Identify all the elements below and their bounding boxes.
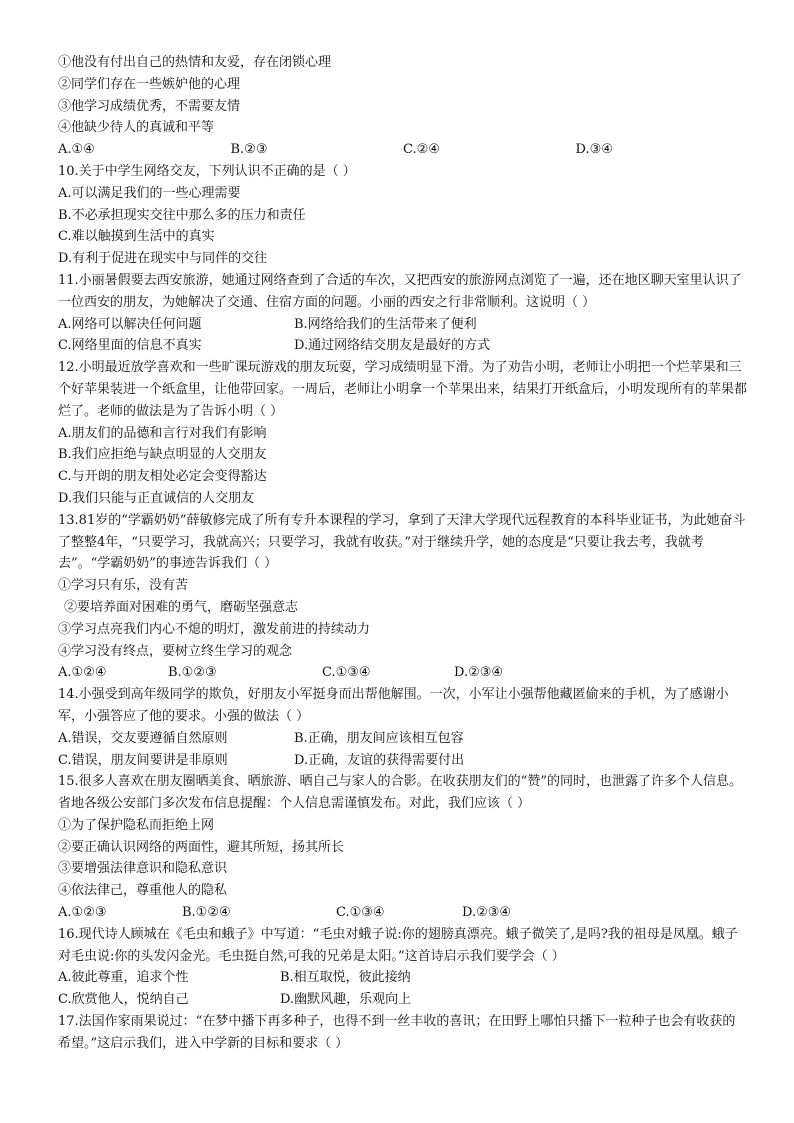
q15-option-b: B.①②④	[182, 905, 231, 921]
q16-options-row-1	[58, 967, 748, 989]
q13-options	[58, 662, 748, 684]
q11-option-b: B.网络给我们的生活带来了便利	[294, 316, 477, 332]
q10-option-d: D.有利于促进在现实中与同伴的交往	[58, 251, 268, 267]
q14-option-d: D.正确，友谊的获得需要付出	[294, 752, 465, 768]
q15-statement-3: ③要增强法律意识和隐私意识	[58, 861, 228, 877]
q9-options	[58, 139, 748, 161]
q15-options	[58, 902, 748, 924]
q16-stem: 16.现代诗人顾城在《毛虫和蛾子》中写道：“毛虫对蛾子说:你的翅膀真漂亮。蛾子微笑了,是吗?我的祖母是凤凰。蛾子对毛虫说:你的头发闪金光。毛虫挺自然,可我的兄弟是太阳。”这首诗启示我们要学会（ ）	[58, 926, 738, 964]
q16-option-b: B.相互取悦，彼此接纳	[280, 970, 411, 986]
q9-option-c: C.②④	[403, 142, 440, 158]
q14-option-c: C.错误，朋友间要讲是非原则	[58, 752, 228, 768]
q12-option-b: B.我们应拒绝与缺点明显的人交朋友	[58, 447, 267, 463]
q13-option-c: C.①③④	[322, 665, 371, 681]
q14-option-a: A.错误，交友要遵循自然原则	[58, 730, 228, 746]
q11-option-c: C.网络里面的信息不真实	[58, 338, 202, 354]
q9-statement-1: ①他没有付出自己的热情和友爱，存在闭锁心理	[58, 55, 332, 70]
exam-page	[58, 52, 748, 1055]
q13-statement-2: ②要培养面对困难的勇气，磨砺坚强意志	[64, 599, 299, 615]
q9-option-a: A.①④	[58, 142, 95, 158]
q15-option-a: A.①②③	[58, 905, 107, 921]
q14-option-b: B.正确，朋友间应该相互包容	[294, 730, 464, 746]
q9-statement-3: ③他学习成绩优秀，不需要友情	[58, 98, 241, 114]
q13-statement-1: ①学习只有乐，没有苦	[58, 578, 189, 594]
q11-option-a: A.网络可以解决任何问题	[58, 316, 202, 332]
q13-stem: 13.81岁的“学霸奶奶”薛敏修完成了所有专升本课程的学习，拿到了天津大学现代远程教育的本科毕业证书，为此她奋斗了整整4年，“只要学习，我就高兴；只要学习，我就有收获。”对于继续升学，她的态度是“只要让我去考，我就考去”。“学霸奶奶”的事迹告诉我们（ ）	[58, 512, 746, 572]
q11-option-d: D.通过网络结交朋友是最好的方式	[294, 338, 491, 354]
q15-statement-1: ①为了保护隐私而拒绝上网	[58, 817, 215, 833]
q10-option-c: C.难以触摸到生活中的真实	[58, 229, 215, 245]
q9-statement-2: ②同学们存在一些嫉妒他的心理	[58, 76, 241, 92]
q13-option-b: B.①②③	[168, 665, 217, 681]
q15-option-d: D.②③④	[462, 905, 512, 921]
q12-option-a: A.朋友们的品德和言行对我们有影响	[58, 425, 267, 441]
q9-option-b: B.②③	[230, 142, 268, 158]
q11-stem: 11.小丽暑假要去西安旅游，她通过网络查到了合适的车次，又把西安的旅游网点浏览了一遍，还在地区聊天室里认识了一位西安的朋友，为她解决了交通、住宿方面的问题。小丽的西安之行非常顺利。这说明（ ）	[58, 272, 742, 310]
q16-option-a: A.彼此尊重，追求个性	[58, 970, 189, 986]
q13-statement-3: ③学习点亮我们内心不熄的明灯，激发前进的持续动力	[58, 621, 371, 637]
q10-stem: 10.关于中学生网络交友，下列认识不正确的是（ ）	[58, 163, 356, 179]
q16-option-d: D.幽默风趣，乐观向上	[280, 992, 412, 1008]
q12-stem: 12.小明最近放学喜欢和一些旷课玩游戏的朋友玩耍，学习成绩明显下滑。为了劝告小明，老师让小明把一个烂苹果和三个好苹果装进一个纸盒里，让他带回家。一周后，老师让小明拿一个苹果出来，结果打开纸盒后，小明发现所有的苹果都烂了。老师的做法是为了告诉小明（ ）	[58, 360, 748, 419]
q14-options-row-1	[58, 728, 748, 750]
q14-options-row-2	[58, 750, 748, 772]
q10-option-a: A.可以满足我们的一些心理需要	[58, 185, 241, 201]
q9-option-d: D.③④	[575, 142, 613, 158]
q14-stem: 14.小强受到高年级同学的欺负，好朋友小军挺身而出帮他解围。一次，小军让小强帮他藏匿偷来的手机，为了感谢小军，小强答应了他的要求。小强的做法（ ）	[58, 687, 729, 724]
q10-option-b: B.不必承担现实交往中那么多的压力和责任	[58, 207, 306, 223]
q15-stem: 15.很多人喜欢在朋友圈晒美食、晒旅游、晒自己与家人的合影。在收获朋友们的“赞”的同时，也泄露了许多个人信息。省地各级公安部门多次发布信息提醒：个人信息需谨慎发布。对此，我们应该（ ）	[58, 774, 742, 812]
q15-statement-2: ②要正确认识网络的两面性，避其所短，扬其所长	[58, 839, 345, 855]
q11-options-row-1	[58, 314, 748, 336]
q11-options-row-2	[58, 335, 748, 357]
q9-statement-4: ④他缺少待人的真诚和平等	[58, 120, 215, 136]
q16-option-c: C.欣赏他人，悦纳自己	[58, 992, 189, 1008]
q13-option-d: D.②③④	[454, 665, 504, 681]
q13-option-a: A.①②④	[58, 665, 107, 681]
q16-options-row-2	[58, 989, 748, 1011]
q17-stem: 17.法国作家雨果说过：“在梦中播下再多种子，也得不到一丝丰收的喜讯；在田野上哪怕只播下一粒种子也会有收获的希望。”这启示我们，进入中学新的目标和要求（ ）	[58, 1014, 736, 1051]
q15-option-c: C.①③④	[336, 905, 385, 921]
q13-statement-4: ④学习没有终点，要树立终生学习的观念	[58, 643, 293, 659]
q15-statement-4: ④依法律己，尊重他人的隐私	[58, 883, 228, 899]
q12-option-d: D.我们只能与正直诚信的人交朋友	[58, 490, 255, 506]
q12-option-c: C.与开朗的朋友相处必定会变得豁达	[58, 469, 267, 485]
